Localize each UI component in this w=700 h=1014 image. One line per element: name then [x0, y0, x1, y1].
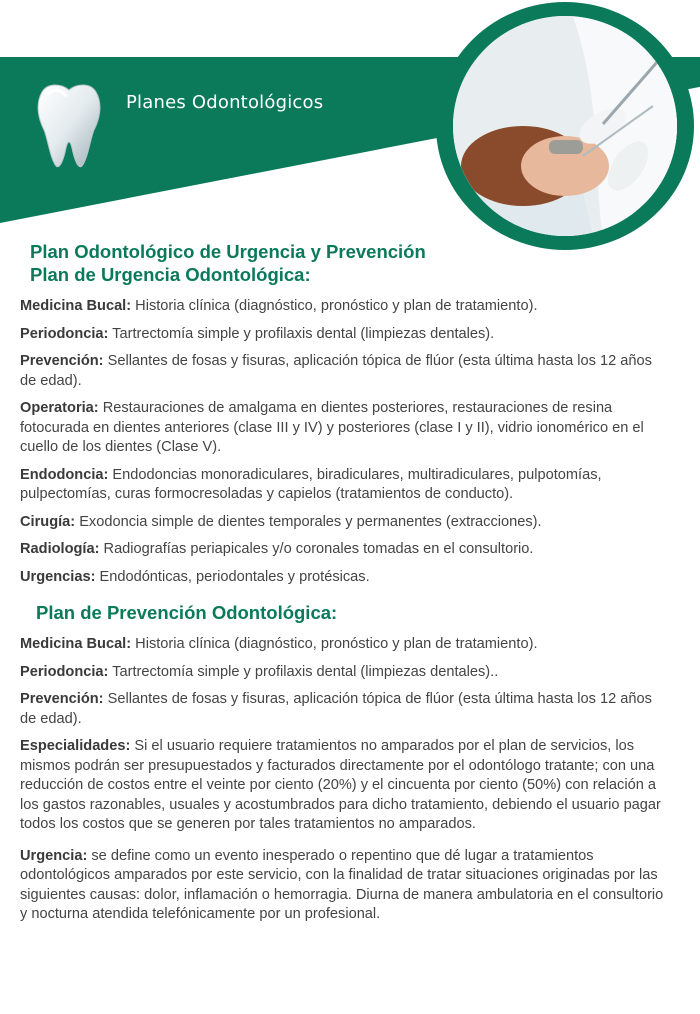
item-term: Operatoria: — [20, 400, 99, 416]
item-text: Radiografías periapicales y/o coronales tomadas en el consultorio. — [99, 541, 534, 557]
list-item — [20, 325, 665, 345]
list-item — [20, 690, 665, 729]
item-term: Radiología: — [20, 541, 100, 557]
list-item — [20, 297, 665, 317]
list-item — [20, 513, 665, 533]
list-item — [20, 466, 665, 505]
item-text: Historia clínica (diagnóstico, pronóstico y plan de tratamiento). — [131, 636, 538, 652]
item-text: Exodoncia simple de dientes temporales y permanentes (extracciones). — [75, 513, 542, 530]
item-term: Urgencias: — [20, 568, 96, 585]
item-term: Prevención: — [20, 353, 104, 369]
item-text: Sellantes de fosas y fisuras, aplicación tópica de flúor (esta última hasta los 12 años de edad). — [20, 691, 652, 727]
item-text: Sellantes de fosas y fisuras, aplicación tópica de flúor (esta última hasta los 12 años de edad). — [20, 353, 652, 389]
list-item — [20, 352, 665, 391]
item-text: Tartrectomía simple y profilaxis dental (limpiezas dentales).. — [108, 663, 499, 680]
item-term: Periodoncia: — [20, 325, 109, 342]
item-term: Medicina Bucal: — [20, 298, 132, 314]
item-term: Prevención: — [20, 691, 104, 707]
item-text: Endodoncias monoradiculares, biradiculares, multiradiculares, pulpotomías, pulpectomías, curas formocresoladas y capielos (tratamientos de conducto). — [20, 466, 602, 502]
item-text: Restauraciones de amalgama en dientes posteriores, restauraciones de resina fotocurada en dientes anteriores (clase III y IV) y posteriores (clase I y II), vidrio ionomérico en el cuello de los dientes (Clase V). — [20, 400, 644, 455]
item-term: Cirugía: — [20, 513, 76, 530]
list-item — [20, 568, 665, 588]
section-title-urgencia: Plan de Urgencia Odontológica: — [30, 264, 311, 285]
item-term: Endodoncia: — [20, 466, 109, 483]
item-text: Tartrectomía simple y profilaxis dental (limpiezas dentales). — [108, 325, 495, 342]
list-item — [20, 399, 665, 458]
list-item — [20, 737, 665, 835]
dental-patient-photo — [453, 16, 677, 236]
list-item — [20, 635, 665, 655]
header-title: Planes Odontológicos — [126, 92, 324, 113]
plans-content — [20, 240, 665, 933]
list-item — [20, 540, 665, 560]
list-item — [20, 663, 665, 683]
list-item — [20, 847, 665, 925]
item-text: Si el usuario requiere tratamientos no amparados por el plan de servicios, los mismos podrán ser presupuestados y facturados directamente por el odontólogo tratante; con una reducción de costos entre el veinte por ciento (20%) y el cincuenta por ciento (50%) con relación a los gastos razonables, usuales y acostumbrados para dicho tratamiento, debiendo el usuario pagar todos los costos que se generen por tales tratamientos no amparados. — [20, 738, 661, 832]
item-text: Endodónticas, periodontales y protésicas. — [95, 568, 370, 585]
item-term: Medicina Bucal: — [20, 636, 132, 652]
item-term: Urgencia: — [20, 847, 88, 864]
item-term: Especialidades: — [20, 738, 131, 754]
item-term: Periodoncia: — [20, 663, 109, 680]
item-text: Historia clínica (diagnóstico, pronóstico y plan de tratamiento). — [131, 298, 538, 314]
item-text: se define como un evento inesperado o repentino que dé lugar a tratamientos odontológicos amparados por este servicio, con la finalidad de tratar situaciones originadas por las siguientes causas: dolor, inflamación o hemorragia. Diurna de manera ambulatoria en el consultorio y nocturna atendida telefónicamente por un profesional. — [20, 847, 664, 922]
main-title: Plan Odontológico de Urgencia y Prevención — [30, 241, 426, 262]
section-title-prevencion: Plan de Prevención Odontológica: — [36, 602, 338, 623]
tooth-icon — [28, 78, 110, 174]
